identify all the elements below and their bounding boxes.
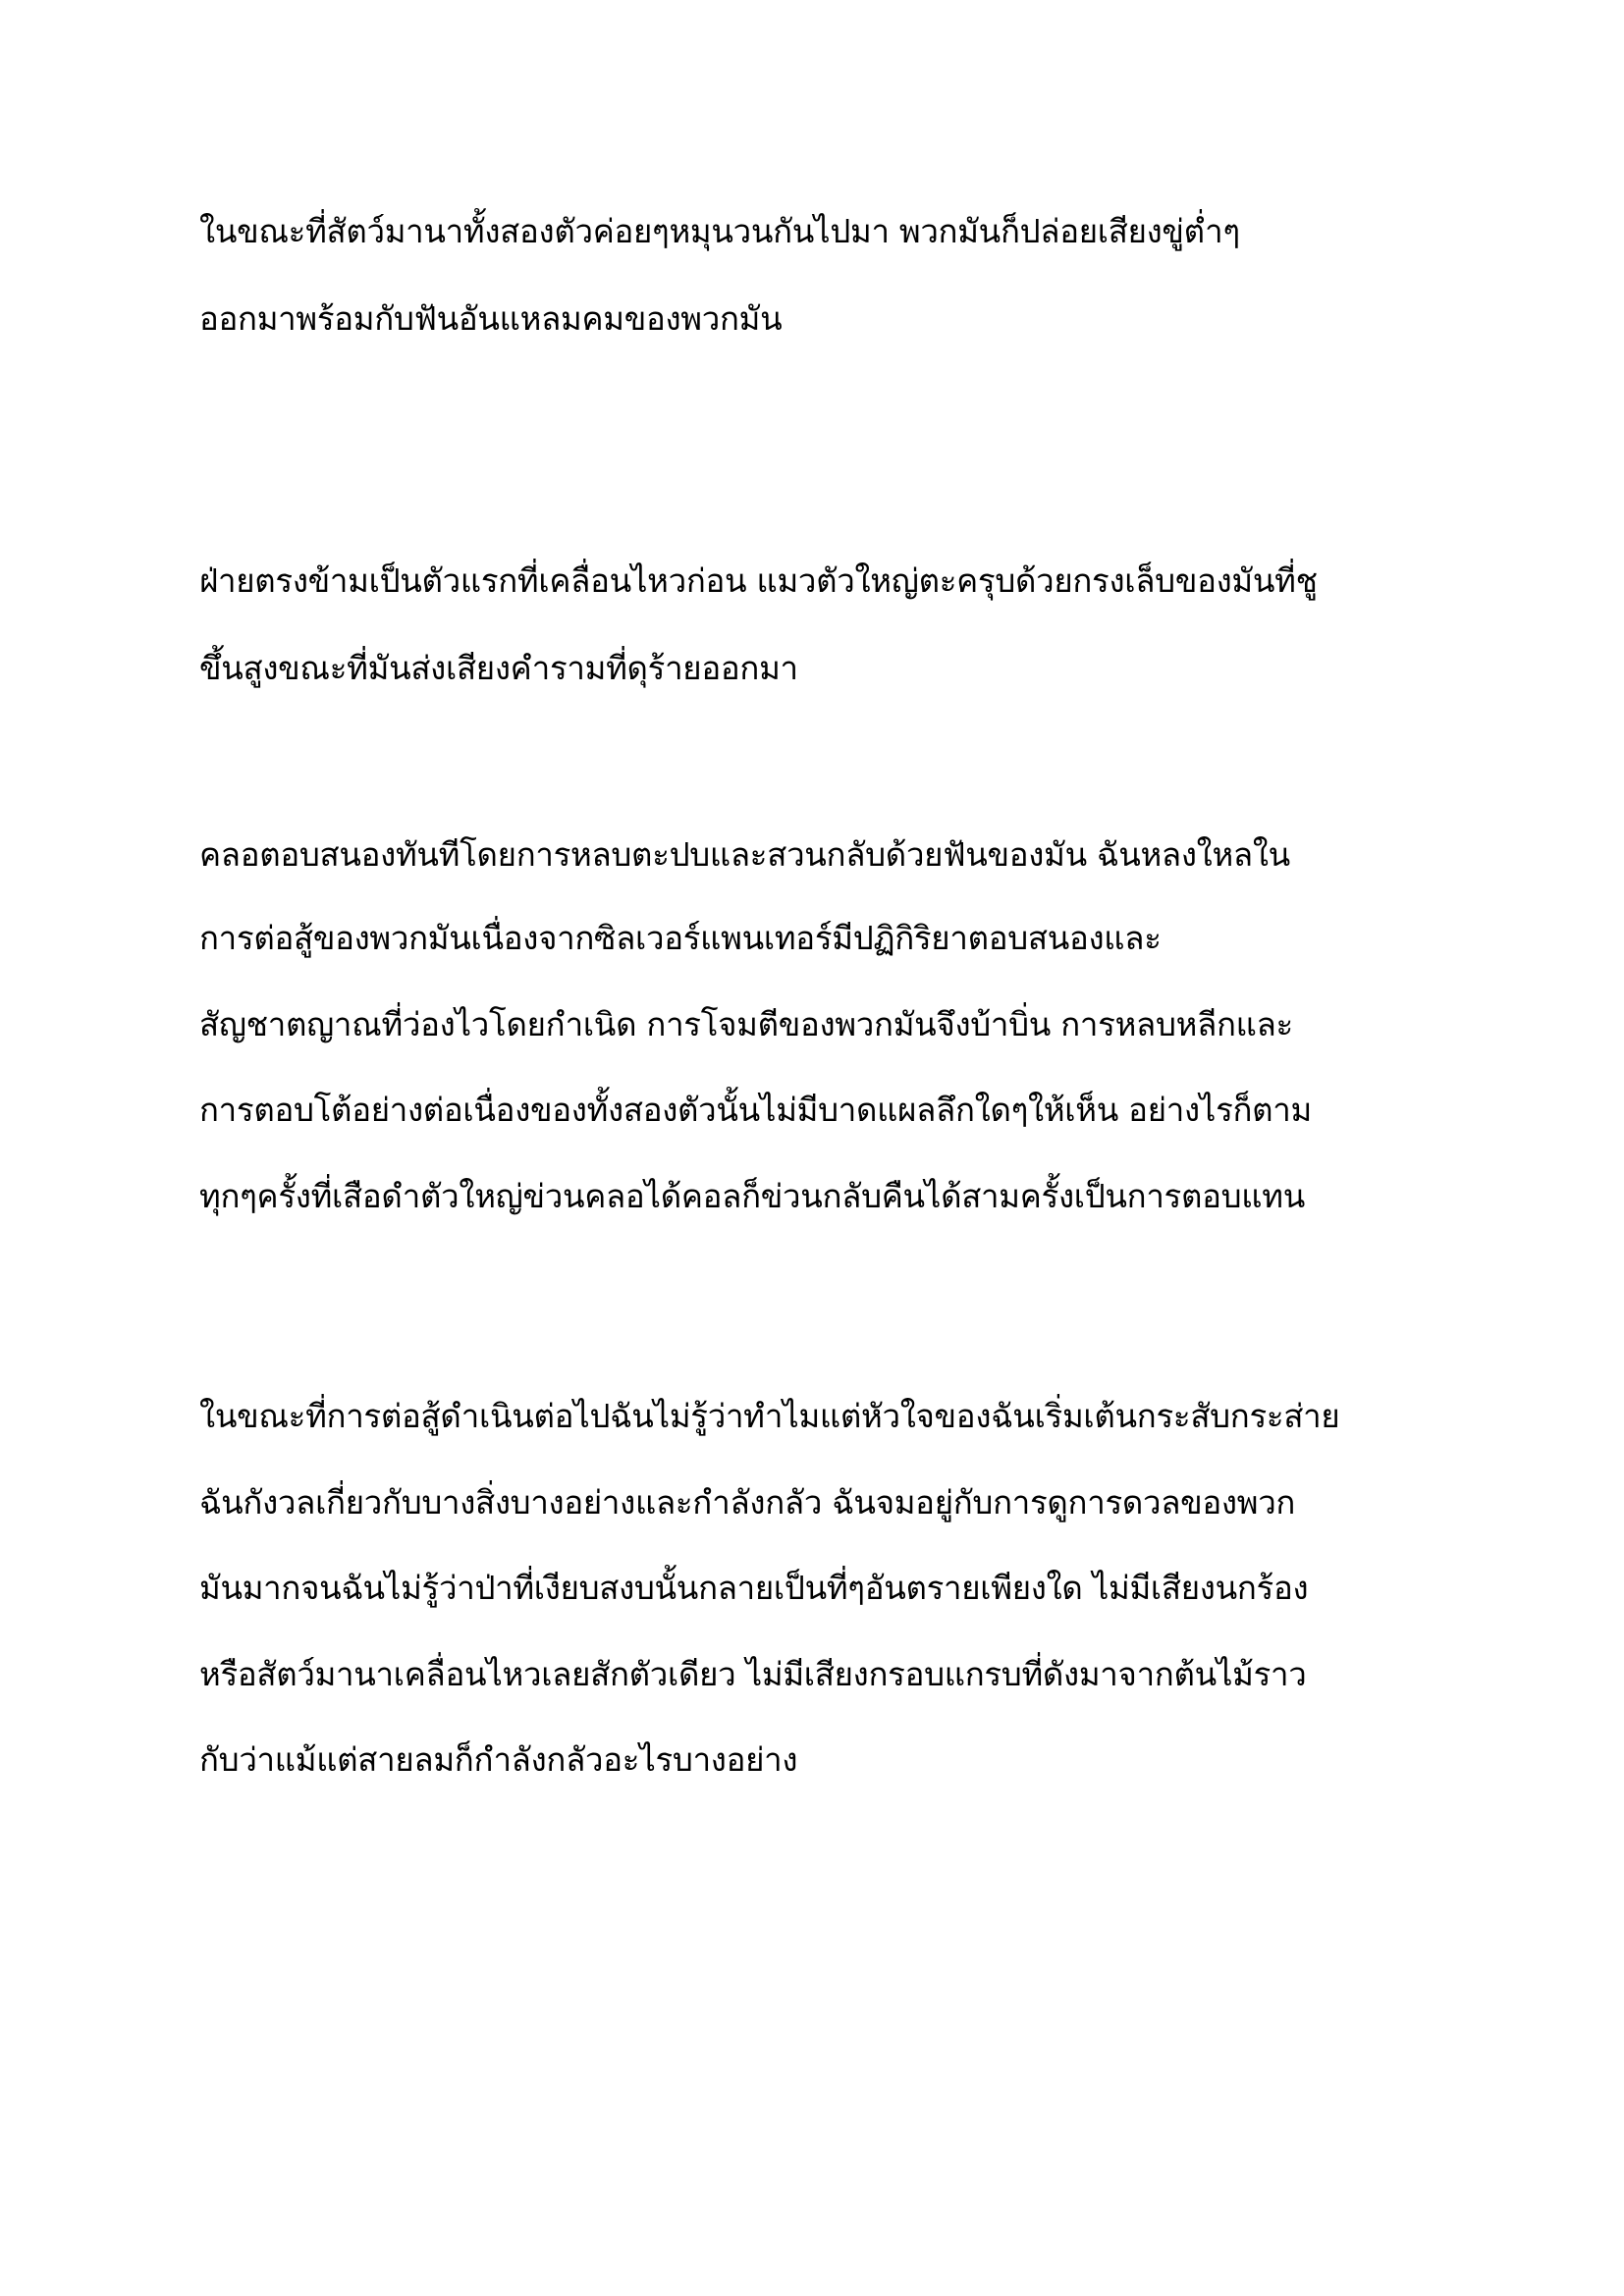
paragraph-4-line-3: มันมากจนฉันไม่รู้ว่าป่าที่เงียบสงบนั้นกลายเป็นที่ๆอันตรายเพียงใด ไม่มีเสียงนกร้อง <box>199 1569 1309 1607</box>
paragraph-1-line-2: ออกมาพร้อมกับฟันอันแหลมคมของพวกมัน <box>199 299 783 338</box>
paragraph-4-line-4: หรือสัตว์มานาเคลื่อนไหวเลยสักตัวเดียว ไม่มีเสียงกรอบแกรบที่ดังมาจากต้นไม้ราว <box>199 1655 1307 1693</box>
paragraph-3-line-5: ทุกๆครั้งที่เสือดำตัวใหญ่ข่วนคลอได้คอลก็ข่วนกลับคืนได้สามครั้งเป็นการตอบแทน <box>199 1177 1305 1215</box>
paragraph-3-line-3: สัญชาตญาณที่ว่องไวโดยกำเนิด การโจมตีของพวกมันจึงบ้าบิ่น การหลบหลีกและ <box>199 1005 1293 1043</box>
paragraph-2-line-1: ฝ่ายตรงข้ามเป็นตัวแรกที่เคลื่อนไหวก่อน แมวตัวใหญ่ตะครุบด้วยกรงเล็บของมันที่ชู <box>199 561 1318 600</box>
paragraph-3-line-2: การต่อสู้ของพวกมันเนื่องจากซิลเวอร์แพนเทอร์มีปฏิกิริยาตอบสนองและ <box>199 919 1162 957</box>
paragraph-2-line-2: ขึ้นสูงขณะที่มันส่งเสียงคำรามที่ดุร้ายออกมา <box>199 649 798 687</box>
paragraph-4-line-5: กับว่าแม้แต่สายลมก็กำลังกลัวอะไรบางอย่าง <box>199 1740 798 1779</box>
paragraph-4-line-1: ในขณะที่การต่อสู้ดำเนินต่อไปฉันไม่รู้ว่าทำไมแต่หัวใจของฉันเริ่มเต้นกระสับกระส่าย <box>199 1397 1340 1435</box>
paragraph-3-line-4: การตอบโต้อย่างต่อเนื่องของทั้งสองตัวนั้นไม่มีบาดแผลลึกใดๆให้เห็น อย่างไรก็ตาม <box>199 1091 1312 1129</box>
paragraph-4-line-2: ฉันกังวลเกี่ยวกับบางสิ่งบางอย่างและกำลังกลัว ฉันจมอยู่กับการดูการดวลของพวก <box>199 1483 1296 1522</box>
paragraph-3-line-1: คลอตอบสนองทันทีโดยการหลบตะปบและสวนกลับด้วยฟันของมัน ฉันหลงใหลใน <box>199 835 1290 874</box>
paragraph-1-line-1: ในขณะที่สัตว์มานาทั้งสองตัวค่อยๆหมุนวนกันไปมา พวกมันก็ปล่อยเสียงขู่ต่ำๆ <box>199 212 1240 250</box>
